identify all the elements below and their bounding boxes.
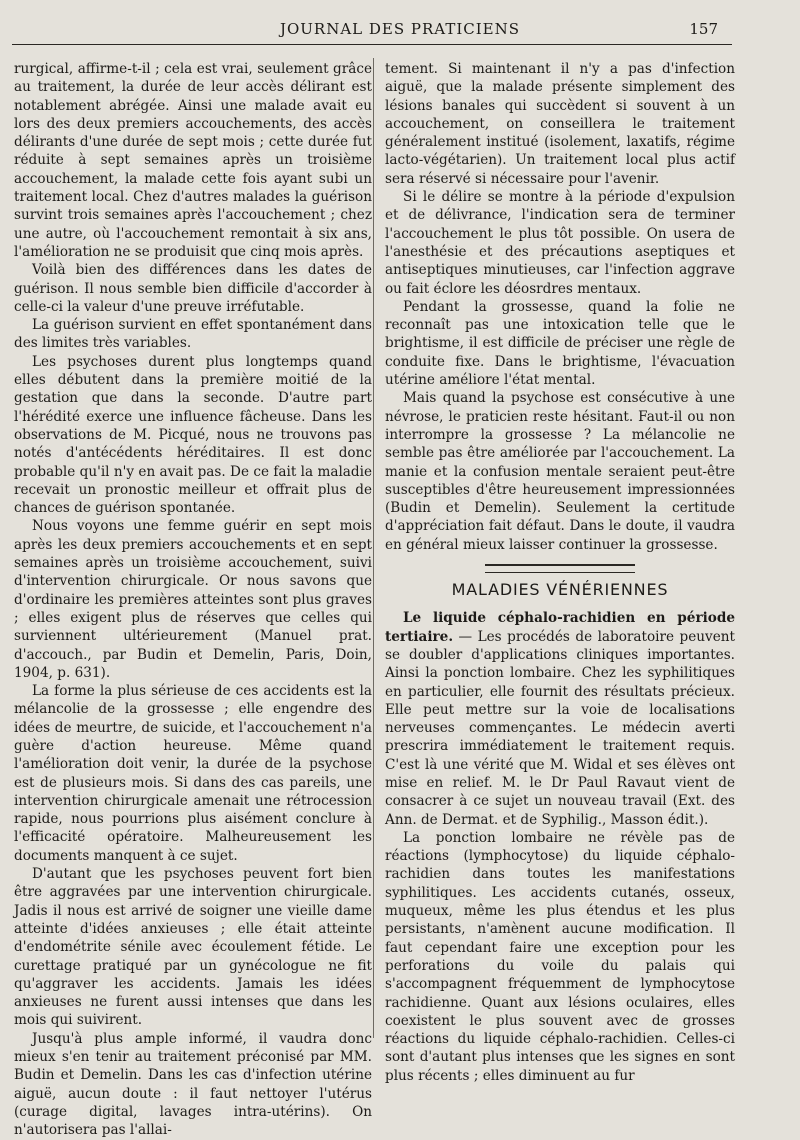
header-rule: [12, 44, 732, 45]
paragraph: Voilà bien des différences dans les dates de guérison. Il nous semble bien difficile d'accorder à celle-ci la valeur d'une preuve irréfutable.: [14, 262, 372, 315]
paragraph: La ponction lombaire ne révèle pas de réactions (lymphocytose) du liquide céphalo-rachidien dans toutes les manifestations syphilitiques. Les accidents cutanés, osseux, muqueux, même les plus étendus et les plus persistants, n'amènent aucune modification. Il faut cependant faire une exception pour les perforations du voile du palais qui s'accompagnent fréquemment de lymphocytose rachidienne. Quant aux lésions oculaires, elles coexistent le plus souvent avec de grosses réactions du liquide céphalo-rachidien. Celles-ci sont d'autant plus intenses que les signes en sont plus récents ; elles diminuent au fur: [385, 829, 735, 1084]
paragraph: Pendant la grossesse, quand la folie ne reconnaît pas une intoxication telle que le brightisme, il est difficile de préciser une règle de conduite fixe. Dans le brightisme, l'évacuation utérine améliore l'état mental.: [385, 298, 735, 389]
paragraph: La forme la plus sérieuse de ces accidents est la mélancolie de la grossesse ; elle engendre des idées de meurtre, de suicide, et l'accouchement n'a guère d'action heureuse. Même quand l'amélioration doit venir, la durée de la psychose est de plusieurs mois. Si dans des cas pareils, une intervention chirurgicale amenait une rétrocession rapide, nous pourrions plus aisément conclure à l'efficacité opératoire. Malheureusement les documents manquent à ce sujet.: [14, 683, 372, 864]
right-column: [385, 60, 735, 1085]
paragraph: Si le délire se montre à la période d'expulsion et de délivrance, l'indication sera de terminer l'accouchement le plus tôt possible. On usera de l'anesthésie et des précautions aseptiques et antiseptiques minutieuses, car l'infection aggrave ou fait éclore les déosrdres mentaux.: [385, 189, 735, 297]
paragraph: rurgical, affirme-t-il ; cela est vrai, seulement grâce au traitement, la durée de leur accès délirant est notablement abrégée. Ainsi une malade avait eu lors des deux premiers accouchements, des accès délirants d'une durée de sept mois ; cette durée fut réduite à sept semaines après un troisième accouchement, la malade cette fois ayant subi un traitement local. Chez d'autres malades la guérison survint trois semaines après l'accouchement ; chez une autre, où l'accouchement remontait à six ans, l'amélioration ne se produisit que cinq mois après.: [14, 61, 372, 260]
page-number: 157: [689, 20, 718, 38]
paragraph: Jusqu'à plus ample informé, il vaudra donc mieux s'en tenir au traitement préconisé par MM. Budin et Demelin. Dans les cas d'infection utérine aiguë, aucun doute : il faut nettoyer l'utérus (curage digital, lavages intra-utérins). On n'autorisera pas l'allai-: [14, 1030, 372, 1139]
running-title: JOURNAL DES PRATICIENS: [279, 20, 521, 38]
paragraph: D'autant que les psychoses peuvent fort bien être aggravées par une intervention chirurgicale. Jadis il nous est arrivé de soigner une vieille dame atteinte d'idées anxieuses ; elle était atteinte d'endométrite sénile avec écoulement fétide. Le curettage pratiqué par un gynécologue ne fit qu'aggraver les accidents. Jamais les idées anxieuses ne furent aussi intenses que dans les mois qui suivirent.: [14, 866, 372, 1029]
column-divider: [373, 58, 374, 1038]
article-intro: [385, 609, 735, 829]
article-title: Le liquide céphalo-rachidien en période tertiaire.: [385, 610, 735, 645]
section-ornament: [485, 564, 635, 573]
paragraph: Mais quand la psychose est consécutive à une névrose, le praticien reste hésitant. Faut-il ou non interrompre la grossesse ? La mélancolie ne semble pas être améliorée par l'accouchement. La manie et la confusion mentale seraient peut-être susceptibles d'être heureusement impressionnées (Budin et Demelin). Seulement la certitude d'appréciation fait défaut. Dans le doute, il vaudra en général mieux laisser continuer la grossesse.: [385, 390, 735, 553]
paragraph: Les psychoses durent plus longtemps quand elles débutent dans la première moitié de la gestation que dans la seconde. D'autre part l'hérédité exerce une influence fâcheuse. Dans les observations de M. Picqué, nous ne trouvons pas notés d'antécédents héréditaires. Il est donc probable qu'il n'y en avait pas. De ce fait la maladie recevait un pronostic meilleur et offrait plus de chances de guérison spontanée.: [14, 353, 372, 517]
article-lead: — Les procédés de laboratoire peuvent se doubler d'applications cliniques importantes. Ainsi la ponction lombaire. Chez les syphilitiques en particulier, elle fournit des résultats précieux. Elle peut mettre sur la voie de localisations nerveuses commençantes. Le médecin averti prescrira immédiatement le traitement requis. C'est là une vérité que M. Widal et ses élèves ont mise en relief. M. le Dr Paul Ravaut vient de consacrer à ce sujet un nouveau travail (Ext. des Ann. de Dermat. et de Syphilig., Masson édit.).: [385, 628, 735, 828]
section-title: MALADIES VÉNÉRIENNES: [451, 580, 669, 600]
paragraph: Nous voyons une femme guérir en sept mois après les deux premiers accouchements et en sept semaines après un troisième accouchement, suivi d'intervention chirurgicale. Or nous savons que d'ordinaire les premières atteintes sont plus graves ; elles exigent plus de réserves que celles qui surviennent ultérieurement (Manuel prat. d'accouch., par Budin et Demelin, Paris, Doin, 1904, p. 631).: [14, 518, 372, 681]
paragraph: tement. Si maintenant il n'y a pas d'infection aiguë, que la malade présente simplement des lésions banales qui succèdent si souvent à un accouchement, on conseillera le traitement généralement institué (isolement, laxatifs, régime lacto-végétarien). Un traitement local plus actif sera réservé si nécessaire pour l'avenir.: [385, 61, 735, 187]
paragraph: La guérison survient en effet spontanément dans des limites très variables.: [14, 317, 372, 352]
page-header: [0, 20, 800, 44]
left-column: [14, 60, 372, 1140]
